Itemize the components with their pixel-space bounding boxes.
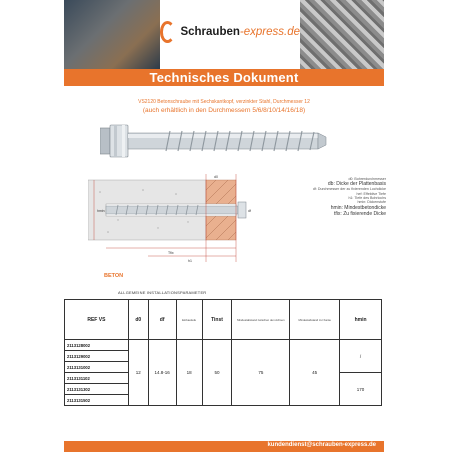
ref-cell: 2113131302 bbox=[65, 384, 129, 395]
tinst-cell: 50 bbox=[202, 340, 232, 406]
header-hmin: hmin bbox=[340, 300, 382, 340]
ref-cell: 2113129002 bbox=[65, 351, 129, 362]
legend-hstep: hmin: Dickenstufe bbox=[357, 200, 386, 205]
title-bar bbox=[64, 69, 384, 86]
legend-h1: h1: Tiefe des Bohrlochs bbox=[348, 195, 386, 200]
ref-cell: 2113131102 bbox=[65, 373, 129, 384]
header-einbau: Einbautiefe bbox=[176, 300, 202, 340]
legend-db: db: Dicke der Plattenbasis bbox=[327, 181, 386, 188]
material-heading: BETON bbox=[104, 273, 124, 279]
hmin-cell-b: 170 bbox=[340, 373, 382, 406]
product-availability: (auch erhältlich in den Durchmessern 5/6/8/10/14/16/18) bbox=[142, 107, 306, 114]
ref-cell: 2113128002 bbox=[65, 340, 129, 351]
ref-cell: 2113131002 bbox=[65, 362, 129, 373]
screws-photo bbox=[300, 0, 384, 69]
header-abstand: Mindestabstand zur Kante bbox=[290, 300, 340, 340]
label-d0: d0 bbox=[214, 175, 218, 179]
legend-df: df: Durchmesser der zu fixierenden Lochdicke bbox=[312, 187, 386, 192]
label-tfix: Tfix bbox=[168, 251, 174, 255]
header-mindest: Mindestabstand zwischen den Achsen bbox=[232, 300, 290, 340]
hmin-cell-a: / bbox=[340, 340, 382, 373]
brand-name: Schrauben-express.de bbox=[180, 26, 300, 38]
doc-title: Technisches Dokument bbox=[149, 70, 299, 85]
label-h1: h1 bbox=[188, 259, 192, 263]
header-ref: REF VS bbox=[65, 300, 129, 340]
einbau-cell: 18 bbox=[176, 340, 202, 406]
params-title: ALLGEMEINE INSTALLATIONSPARAMETER bbox=[118, 290, 207, 295]
abstand-cell: 45 bbox=[290, 340, 340, 406]
legend bbox=[270, 177, 386, 217]
screw-illustration bbox=[100, 120, 350, 162]
installation-table bbox=[64, 299, 382, 406]
legend-d0: d0: Bohrerdurchmesser bbox=[348, 177, 386, 181]
header-tinst: Tinst bbox=[202, 300, 232, 340]
legend-hmin: hmin: Mindestbetondicke bbox=[330, 204, 386, 211]
ref-cell: 2113131502 bbox=[65, 395, 129, 406]
df-cell: 14.8-16 bbox=[148, 340, 176, 406]
tools-photo bbox=[64, 0, 160, 69]
installation-diagram bbox=[88, 172, 268, 264]
mindest-cell: 75 bbox=[232, 340, 290, 406]
footer-email[interactable]: kundendienst@schrauben-express.de bbox=[267, 442, 376, 448]
d0-cell: 12 bbox=[128, 340, 148, 406]
legend-tfix: tfix: Zu fixierende Dicke bbox=[334, 210, 386, 217]
label-hmin: hmin bbox=[97, 209, 105, 213]
table-header-row bbox=[65, 300, 382, 340]
header-d0: d0 bbox=[128, 300, 148, 340]
footer-bar bbox=[64, 441, 384, 452]
logo-icon bbox=[160, 21, 175, 43]
label-df: df bbox=[248, 209, 251, 213]
legend-hef: hef: Effektive Tiefe bbox=[356, 191, 386, 196]
table-row bbox=[65, 340, 382, 351]
brand-logo[interactable] bbox=[160, 12, 300, 52]
header-df: df bbox=[148, 300, 176, 340]
product-description: VS2120 Betonschraube mit Sechskantkopf, verzinkter Stahl, Durchmesser 12 bbox=[138, 99, 310, 105]
